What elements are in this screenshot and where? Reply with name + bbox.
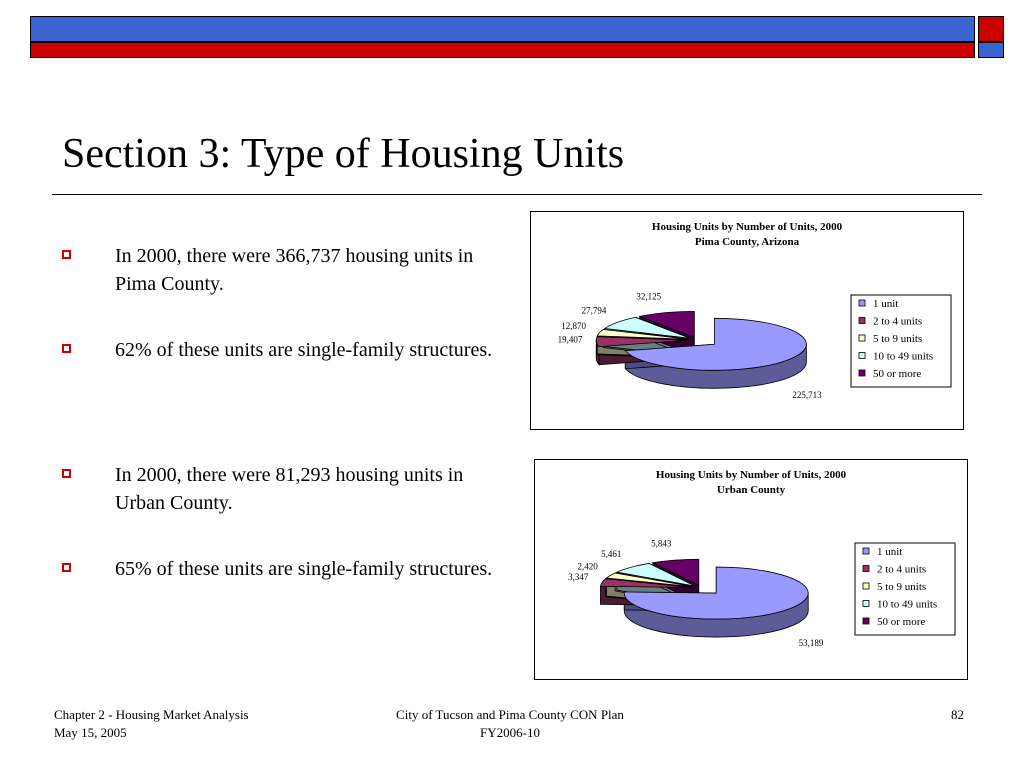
- pie-chart-svg: [535, 460, 967, 679]
- bullet-text: 62% of these units are single-family structures.: [115, 339, 493, 361]
- legend-swatch: [859, 318, 865, 324]
- legend-label: 50 or more: [877, 616, 926, 628]
- legend-label: 5 to 9 units: [877, 581, 927, 593]
- legend-label: 50 or more: [873, 368, 922, 380]
- chart-legend: [855, 543, 955, 635]
- header-band-blue: [30, 16, 975, 42]
- header-band-red: [30, 42, 975, 58]
- chart-subtitle: Pima County, Arizona: [694, 236, 800, 248]
- legend-swatch: [859, 300, 865, 306]
- bullet-square-icon: [62, 344, 71, 353]
- legend-swatch: [863, 618, 869, 624]
- legend-label: 1 unit: [873, 298, 899, 310]
- legend-label: 1 unit: [877, 546, 903, 558]
- bullet-square-icon: [62, 250, 71, 259]
- data-label: 5,461: [601, 549, 622, 560]
- footer-center: [330, 706, 690, 742]
- data-label: 53,189: [798, 638, 824, 648]
- page-number: 82: [951, 707, 964, 722]
- bullet-text: In 2000, there were 81,293 housing units in Urban County.: [115, 464, 464, 514]
- footer-date: May 15, 2005: [54, 725, 127, 740]
- legend-swatch: [863, 601, 869, 607]
- data-label: 19,407: [557, 334, 583, 345]
- footer-plan-title: City of Tucson and Pima County CON Plan: [396, 707, 624, 722]
- bullet-text: In 2000, there were 366,737 housing units in Pima County.: [115, 245, 474, 295]
- header-square-blue: [978, 42, 1004, 58]
- header-square-red: [978, 16, 1004, 42]
- legend-swatch: [859, 370, 865, 376]
- pie-chart-pima-county: [530, 211, 964, 430]
- legend-label: 10 to 49 units: [873, 350, 934, 363]
- legend-swatch: [863, 583, 869, 589]
- data-label: 32,125: [636, 291, 662, 302]
- legend-swatch: [859, 353, 865, 359]
- bullet-square-icon: [62, 563, 71, 572]
- data-label: 12,870: [561, 321, 587, 332]
- data-label: 5,843: [651, 538, 672, 549]
- legend-label: 10 to 49 units: [877, 598, 938, 611]
- chart-title: Housing Units by Number of Units, 2000: [655, 469, 847, 481]
- bullet-square-icon: [62, 469, 71, 478]
- footer-chapter: Chapter 2 - Housing Market Analysis: [54, 707, 249, 722]
- data-label: 27,794: [581, 305, 607, 316]
- legend-swatch: [859, 335, 865, 341]
- footer-left: [54, 706, 249, 742]
- footer-fiscal-year: FY2006-10: [480, 725, 540, 740]
- data-label: 2,420: [577, 561, 598, 572]
- bullet-text: 65% of these units are single-family structures.: [115, 558, 493, 580]
- legend-label: 2 to 4 units: [873, 315, 923, 328]
- data-label: 225,713: [792, 390, 822, 400]
- title-divider: [52, 194, 982, 195]
- chart-title: Housing Units by Number of Units, 2000: [651, 221, 843, 233]
- legend-label: 2 to 4 units: [877, 563, 927, 576]
- legend-label: 5 to 9 units: [873, 333, 923, 345]
- legend-swatch: [863, 566, 869, 572]
- slide-title: Section 3: Type of Housing Units: [62, 131, 625, 177]
- pie-chart-urban-county: [534, 459, 968, 680]
- pie-chart-svg: [531, 212, 963, 429]
- data-label: 3,347: [568, 571, 589, 582]
- chart-legend: [851, 295, 951, 387]
- legend-swatch: [863, 548, 869, 554]
- chart-subtitle: Urban County: [716, 484, 786, 496]
